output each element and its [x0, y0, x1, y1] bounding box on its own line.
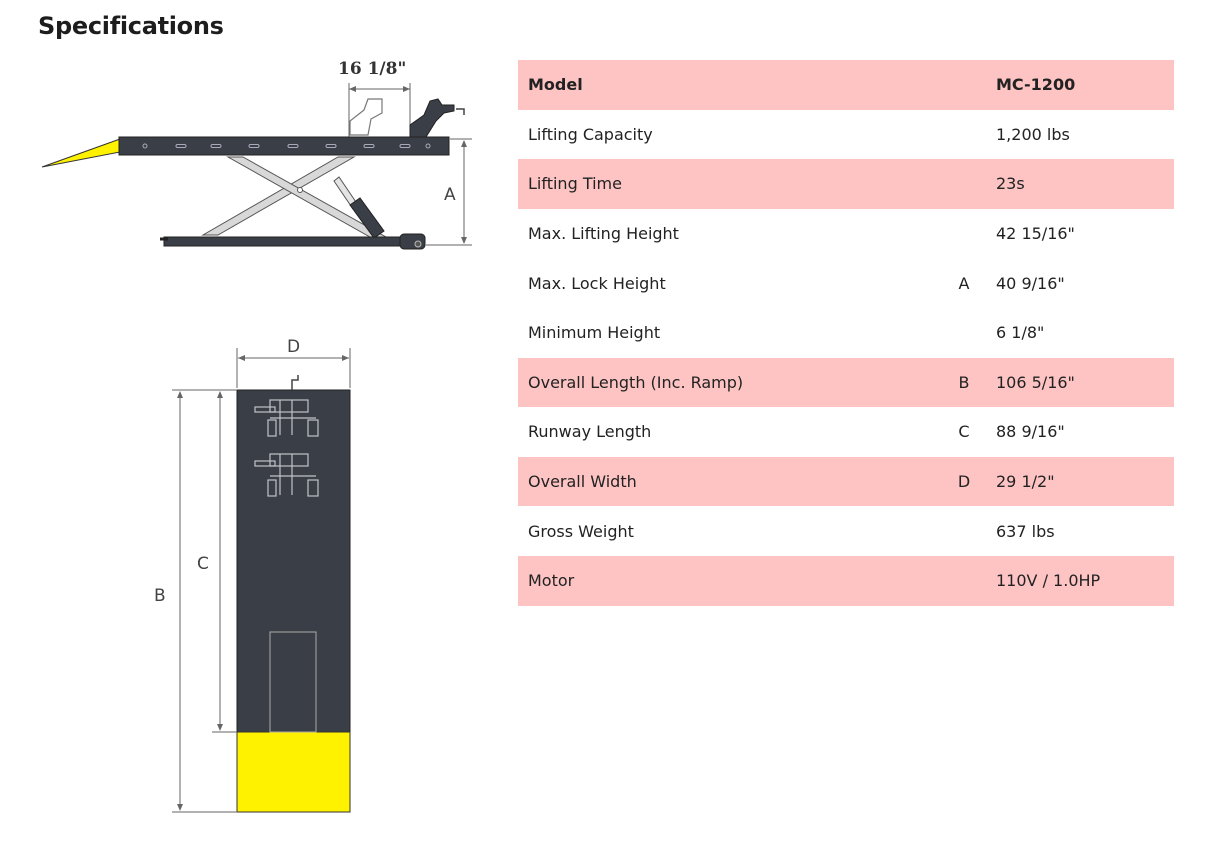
dim-d-label: D	[287, 337, 301, 357]
row-dim	[942, 556, 986, 606]
dim-b-label: B	[154, 586, 166, 606]
dim-b-arrow-bottom	[177, 804, 183, 811]
row-dim	[942, 209, 986, 259]
table-row	[518, 258, 1174, 308]
table-header-row	[518, 60, 1174, 110]
row-label: Overall Length (Inc. Ramp)	[518, 358, 942, 408]
table-row	[518, 457, 1174, 507]
base-frame	[164, 237, 424, 246]
wheel-chock-open-outline	[350, 99, 382, 135]
rear-wheel-housing	[400, 234, 425, 249]
row-label: Motor	[518, 556, 942, 606]
row-dim: B	[942, 358, 986, 408]
row-dim	[942, 308, 986, 358]
lift-side-view-diagram	[38, 55, 478, 260]
callout-arrow-right	[403, 86, 410, 92]
row-dim	[942, 506, 986, 556]
row-value: 29 1/2"	[986, 457, 1174, 507]
ramp	[237, 732, 350, 812]
table-row	[518, 159, 1174, 209]
wheel-chock	[410, 99, 454, 137]
row-label: Overall Width	[518, 457, 942, 507]
row-value: 42 15/16"	[996, 224, 1075, 244]
rear-wheel	[415, 241, 421, 247]
row-label: Minimum Height	[528, 323, 661, 343]
scissor-pivot	[298, 188, 303, 193]
table-row	[518, 110, 1174, 160]
page-title: Specifications	[38, 12, 224, 40]
header-value: MC-1200	[986, 60, 1174, 110]
specifications-table	[518, 60, 1174, 606]
wheel-well	[270, 632, 316, 732]
table-row	[518, 407, 1174, 457]
row-label: Gross Weight	[528, 521, 634, 541]
row-label: Max. Lifting Height	[528, 224, 679, 244]
dim-c-arrow-top	[217, 391, 223, 398]
table-row	[518, 308, 1174, 358]
row-dim	[942, 110, 986, 160]
row-label: Max. Lock Height	[528, 273, 666, 293]
callout-arrow-left	[349, 86, 356, 92]
row-label: Lifting Capacity	[528, 124, 653, 144]
scissor-arm-left	[203, 157, 354, 235]
row-label: Lifting Time	[518, 159, 942, 209]
dim-d-arrow-right	[342, 355, 349, 361]
ramp	[42, 139, 120, 167]
dim-a-arrow-top	[461, 140, 467, 147]
front-tab	[292, 375, 298, 390]
row-value: 1,200 lbs	[996, 124, 1070, 144]
row-label: Runway Length	[528, 422, 652, 442]
table-row	[518, 209, 1174, 259]
header-label: Model	[518, 60, 942, 110]
row-dim: C	[958, 422, 970, 442]
chock-handle	[456, 109, 464, 115]
scissor-arm-right	[228, 157, 386, 237]
table-row	[518, 358, 1174, 408]
dim-b-arrow-top	[177, 391, 183, 398]
table-row	[518, 556, 1174, 606]
dim-a-label: A	[444, 185, 456, 205]
row-value: 637 lbs	[996, 521, 1055, 541]
dim-a-arrow-bottom	[461, 237, 467, 244]
row-dim	[942, 159, 986, 209]
table-row	[518, 506, 1174, 556]
row-value: 6 1/8"	[996, 323, 1045, 343]
row-value: 110V / 1.0HP	[986, 556, 1174, 606]
dim-c-label: C	[197, 554, 209, 574]
row-value: 88 9/16"	[996, 422, 1065, 442]
dim-c-arrow-bottom	[217, 724, 223, 731]
dim-d-arrow-left	[238, 355, 245, 361]
row-dim: A	[958, 273, 970, 293]
width-callout-label: 16 1/8"	[338, 59, 407, 79]
row-value: 40 9/16"	[996, 273, 1065, 293]
header-dim	[942, 60, 986, 110]
row-value: 106 5/16"	[986, 358, 1174, 408]
row-value: 23s	[986, 159, 1174, 209]
row-dim: D	[942, 457, 986, 507]
lift-top-view-diagram	[140, 330, 370, 820]
